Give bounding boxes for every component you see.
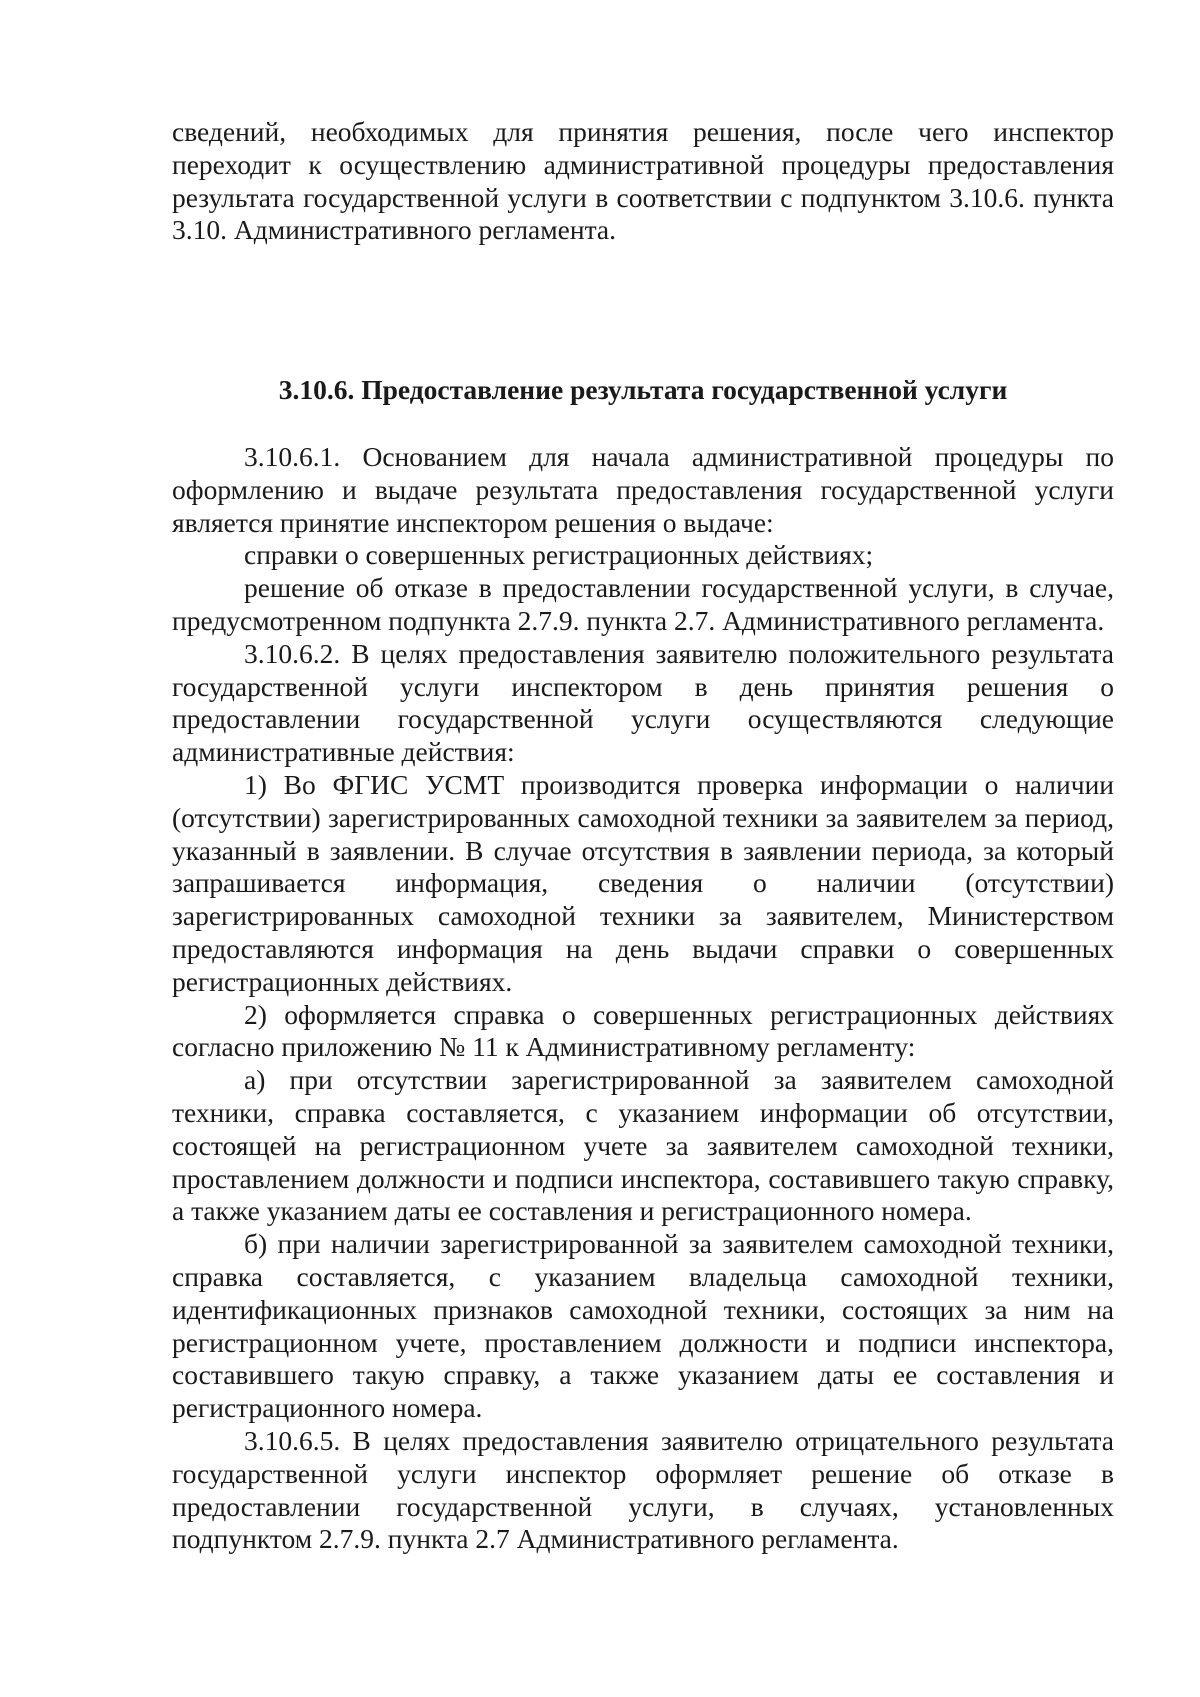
list-item-b: б) при наличии зарегистрированной за заявителем самоходной техники, справка составляется, с указанием владельца самоходной техники, идентификационных признаков самоходной техники, состоящих за ним на регистрационном учете, проставлением должности и подписи инспектора, составившего такую справку, а также указанием даты ее составления и регистрационного номера. <box>172 1228 1114 1424</box>
list-item-certificate: справки о совершенных регистрационных действиях; <box>244 539 874 571</box>
list-item-a: а) при отсутствии зарегистрированной за заявителем самоходной техники, справка составляется, с указанием информации об отсутствии, состоящей на регистрационном учете за заявителем самоходной техники, проставлением должности и подписи инспектора, составившего такую справку, а также указанием даты ее составления и регистрационного номера. <box>172 1064 1114 1227</box>
section-heading: 3.10.6. Предоставление результата государственной услуги <box>278 374 1008 405</box>
list-item-2: 2) оформляется справка о совершенных регистрационных действиях согласно приложению № 11 к Административному регламенту: <box>172 998 1114 1063</box>
paragraph-3-10-6-1: 3.10.6.1. Основанием для начала административной процедуры по оформлению и выдаче результата предоставления государственной услуги является принятие инспектором решения о выдаче: <box>172 441 1114 538</box>
list-item-refusal: решение об отказе в предоставлении государственной услуги, в случае, предусмотренном подпункта 2.7.9. пункта 2.7. Административного регламента. <box>172 572 1114 636</box>
list-item-1: 1) Во ФГИС УСМТ производится проверка информации о наличии (отсутствии) зарегистрированных самоходной техники за заявителем за период, указанный в заявлении. В случае отсутствия в заявлении периода, за который запрашивается информация, сведения о наличии (отсутствии) зарегистрированных самоходной техники за заявителем, Министерством предоставляются информация на день выдачи справки о совершенных регистрационных действиях. <box>172 768 1114 997</box>
intro-paragraph: сведений, необходимых для принятия решения, после чего инспектор переходит к осуществлению административной процедуры предоставления результата государственной услуги в соответствии с подпунктом 3.10.6. пункта 3.10. Административного регламента. <box>172 116 1114 246</box>
paragraph-3-10-6-2: 3.10.6.2. В целях предоставления заявителю положительного результата государственной услуги инспектором в день принятия решения о предоставлении государственной услуги осуществляются следующие административные действия: <box>172 637 1114 768</box>
section-body <box>172 441 1114 1556</box>
intro-block <box>172 116 1114 247</box>
paragraph-3-10-6-5: 3.10.6.5. В целях предоставления заявителю отрицательного результата государственной услуги инспектор оформляет решение об отказе в предоставлении государственной услуги, в случаях, установленных подпунктом 2.7.9. пункта 2.7 Административного регламента. <box>172 1424 1114 1555</box>
